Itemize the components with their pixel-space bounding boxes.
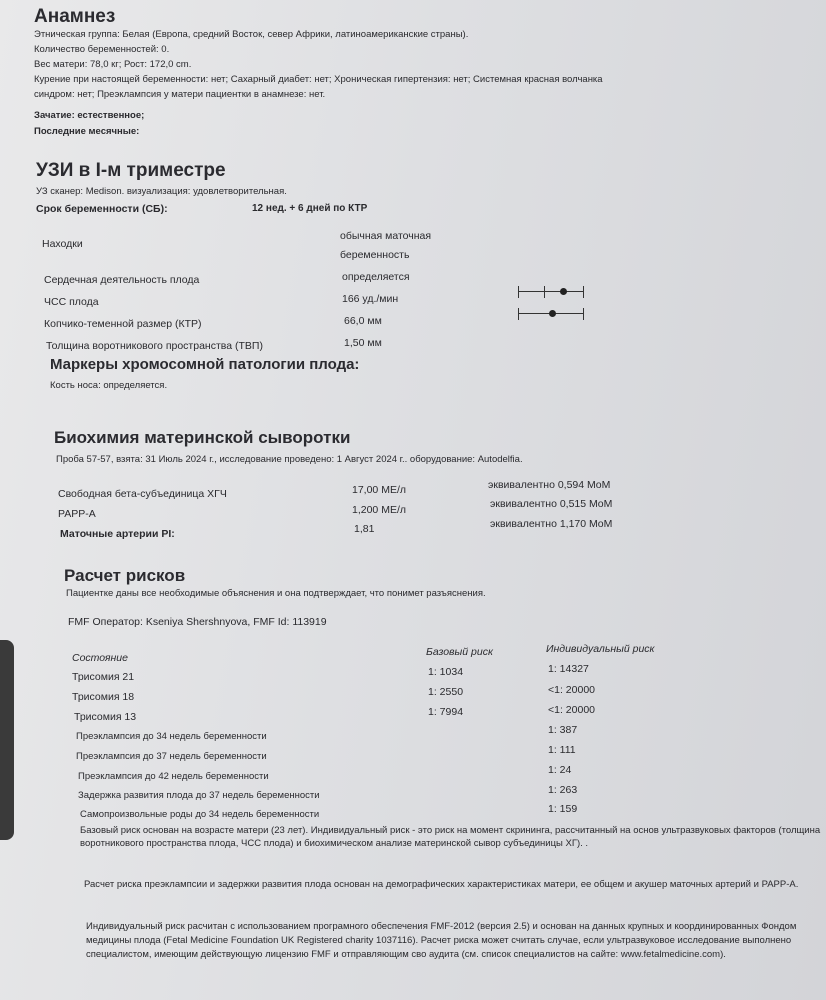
fhr-label: ЧСС плода — [44, 296, 99, 308]
col-base-risk: Базовый риск — [426, 646, 493, 658]
fhr-value: 166 уд./мин — [342, 293, 399, 305]
fhr-range-marker — [518, 286, 584, 298]
weight-height: Вес матери: 78,0 кг; Рост: 172,0 cm. — [34, 59, 192, 70]
pappa-value: 1,200 МЕ/л — [352, 504, 406, 516]
ultrasound-title: УЗИ в I-м триместре — [36, 160, 226, 181]
pappa-label: PAPP-A — [58, 508, 96, 520]
crl-value: 66,0 мм — [344, 315, 382, 327]
last-period: Последние месячные: — [34, 126, 140, 137]
risk-row-condition: Трисомия 21 — [72, 671, 135, 683]
hcg-label: Свободная бета-субъединица ХГЧ — [58, 488, 227, 500]
biochem-title: Биохимия материнской сыворотки — [54, 428, 351, 447]
risk-row-base: 1: 7994 — [428, 706, 464, 718]
nt-label: Толщина воротникового пространства (ТВП) — [46, 340, 263, 352]
pappa-mom: эквивалентно 0,515 MoM — [490, 498, 613, 510]
col-condition: Состояние — [72, 652, 128, 664]
risk-row-individual: 1: 159 — [548, 803, 578, 815]
risk-note-software: Индивидуальный риск расчитан с использованием програмного обеспечения FMF-2012 (версия 2.5) и основан на данных крупных и координированных Фондом медицины плода (Fetal Medicine Foundation UK Registered charity 1037116). Расчет риска может считать случае, если ультразвуковое исследование выполнено специалистом, имеющим действующую лицензию FMF и отправляющим сво аудита (см. список специалистов на сайте: www.fetalmedicine.com). — [86, 921, 797, 960]
risk-row-individual: <1: 20000 — [548, 684, 596, 696]
conditions-line-2: синдром: нет; Преэклампсия у матери пациентки в анамнезе: нет. — [34, 89, 326, 100]
risk-row-condition: Преэклампсия до 42 недель беременности — [78, 771, 269, 782]
risk-row-individual: 1: 111 — [548, 744, 576, 756]
risk-row-individual: 1: 24 — [548, 764, 572, 776]
conditions-line-1: Курение при настоящей беременности: нет; Сахарный диабет: нет; Хроническая гипертензия: нет; Системная красная волчанка — [34, 74, 603, 85]
risk-note-base: Базовый риск основан на возрасте матери (23 лет). Индивидуальный риск - это риск на момент скрининга, рассчитанный на основ ультразвуковых факторов (толщина воротникового пространства плода, ЧСС плода) и биохимическом анализе материнской сывор субъединицы ХГ). . — [80, 825, 821, 849]
risk-row-condition: Задержка развития плода до 37 недель беременности — [78, 790, 320, 801]
risk-row-condition: Преэклампсия до 37 недель беременности — [76, 751, 267, 762]
nasal-bone: Кость носа: определяется. — [50, 380, 168, 391]
heart-activity-label: Сердечная деятельность плода — [44, 274, 200, 286]
scanner-info: УЗ сканер: Medison. визуализация: удовлетворительная. — [36, 186, 287, 197]
uterine-pi-mom: эквивалентно 1,170 MoM — [490, 518, 613, 530]
anamnesis-title: Анамнез — [34, 6, 116, 27]
risk-row-individual: 1: 263 — [548, 784, 578, 796]
risk-row-base: 1: 2550 — [428, 686, 464, 698]
risk-row-condition: Самопроизвольные роды до 34 недель беременности — [80, 809, 320, 820]
markers-title: Маркеры хромосомной патологии плода: — [50, 356, 360, 373]
uterine-pi-value: 1,81 — [354, 523, 375, 535]
crl-range-marker — [518, 308, 584, 320]
risk-row-individual: 1: 14327 — [548, 663, 589, 675]
risk-row-condition: Трисомия 13 — [74, 711, 137, 723]
fmf-operator: FMF Оператор: Kseniya Shershnyova, FMF Id: 113919 — [68, 616, 327, 628]
uterine-pi-label: Маточные артерии PI: — [60, 528, 175, 540]
hcg-mom: эквивалентно 0,594 MoM — [488, 479, 611, 491]
risk-note-preeclampsia: Расчет риска преэклампсии и задержки развития плода основан на демографических характеристиках матери, ее общем и акушер маточных артерий и PAPP-A. — [84, 879, 799, 890]
gestational-age-value: 12 нед. + 6 дней по КТР — [252, 203, 368, 214]
findings-value-2: беременность — [340, 249, 410, 261]
risk-row-base: 1: 1034 — [428, 666, 464, 678]
findings-label: Находки — [42, 238, 83, 250]
gestational-age-label: Срок беременности (СБ): — [36, 203, 168, 215]
nt-value: 1,50 мм — [344, 337, 382, 349]
ethnic-group: Этническая группа: Белая (Европа, средний Восток, север Африки, латиноамериканские страны). — [34, 29, 469, 40]
risk-row-condition: Преэклампсия до 34 недель беременности — [76, 731, 267, 742]
risk-row-individual: 1: 387 — [548, 724, 578, 736]
patient-info: Пациентке даны все необходимые объяснения и она подтверждает, что понимет разъяснения. — [66, 588, 486, 599]
background-object — [0, 640, 14, 840]
crl-label: Копчико-теменной размер (КТР) — [44, 318, 202, 330]
risk-row-condition: Трисомия 18 — [72, 691, 135, 703]
sample-info: Проба 57-57, взята: 31 Июль 2024 г., исследование проведено: 1 Август 2024 г.. оборудование: Autodelfia. — [56, 454, 523, 465]
risks-title: Расчет рисков — [64, 566, 186, 585]
heart-activity-value: определяется — [342, 271, 410, 283]
pregnancy-count: Количество беременностей: 0. — [34, 44, 170, 55]
hcg-value: 17,00 МЕ/л — [352, 484, 406, 496]
conception: Зачатие: естественное; — [34, 110, 145, 121]
col-individual-risk: Индивидуальный риск — [546, 643, 655, 655]
findings-value: обычная маточная — [340, 230, 432, 242]
risk-row-individual: <1: 20000 — [548, 704, 596, 716]
